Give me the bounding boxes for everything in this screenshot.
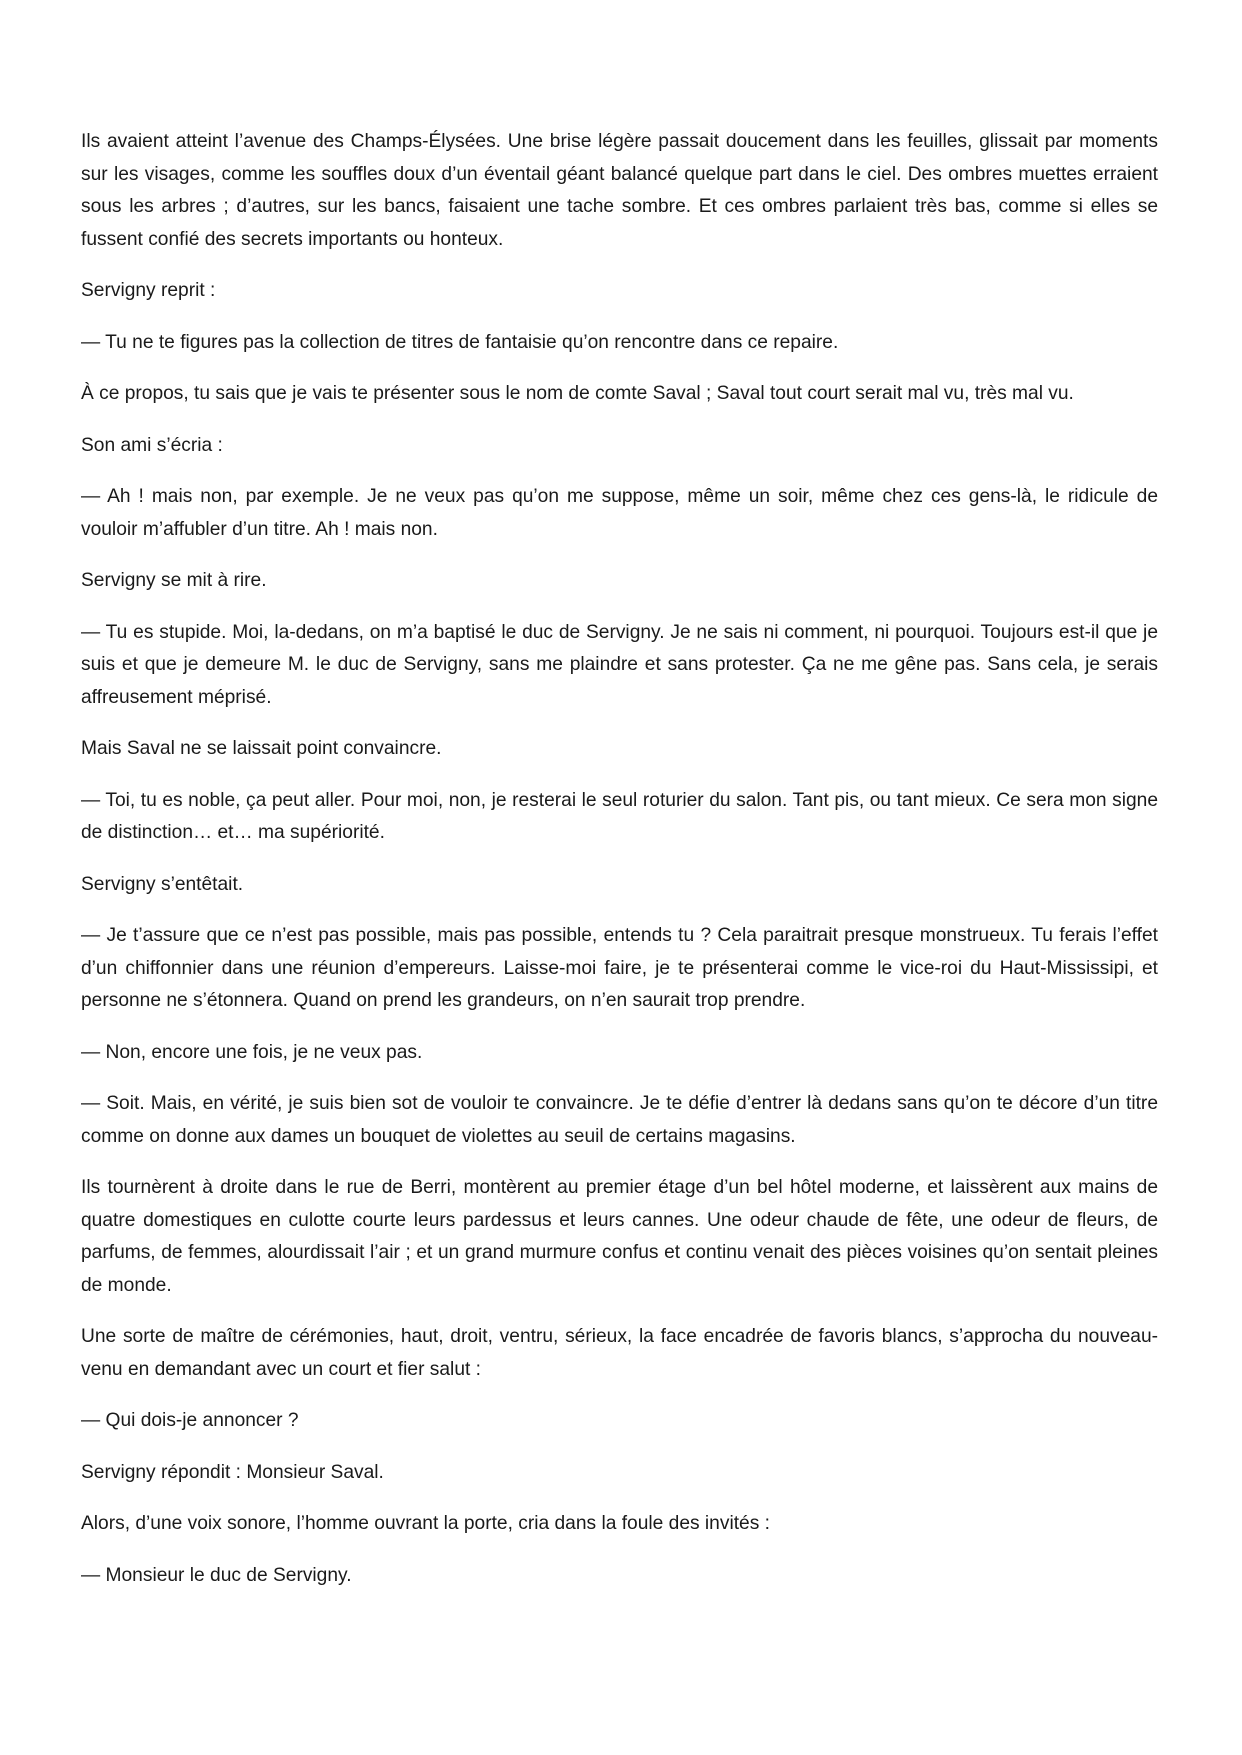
paragraph: — Je t’assure que ce n’est pas possible, mais pas possible, entends tu ? Cela paraitrait presque monstrueux. Tu ferais l’effet d’un chiffonnier dans une réunion d’empereurs. Laisse-moi faire, je te présenterai comme le vice-roi du Haut-Mississipi, et personne ne s’étonnera. Quand on prend les grandeurs, on n’en saurait trop prendre. (81, 925, 1158, 1011)
paragraph: — Tu ne te figures pas la collection de titres de fantaisie qu’on rencontre dans ce repaire. (81, 331, 839, 353)
paragraph: Ils avaient atteint l’avenue des Champs-Élysées. Une brise légère passait doucement dans les feuilles, glissait par moments sur les visages, comme les souffles doux d’un éventail géant balancé quelque part dans le ciel. Des ombres muettes erraient sous les arbres ; d’autres, sur les bancs, faisaient une tache sombre. Et ces ombres parlaient très bas, comme si elles se fussent confié des secrets importants ou honteux. (81, 131, 1158, 250)
paragraph: — Qui dois-je annoncer ? (81, 1410, 299, 1431)
paragraph: Servigny s’entêtait. (81, 873, 244, 895)
paragraph: Servigny se mit à rire. (81, 570, 267, 591)
paragraph: Ils tournèrent à droite dans le rue de Berri, montèrent au premier étage d’un bel hôtel moderne, et laissèrent aux mains de quatre domestiques en culotte courte leurs pardessus et leurs cannes. Une odeur chaude de fête, une odeur de fleurs, de parfums, de femmes, alourdissait l’air ; et un grand murmure confus et continu venait des pièces voisines qu’on sentait pleines de monde. (81, 1177, 1158, 1296)
paragraph: — Monsieur le duc de Servigny. (81, 1564, 352, 1586)
document-body (81, 126, 1158, 1611)
paragraph: Une sorte de maître de cérémonies, haut, droit, ventru, sérieux, la face encadrée de favoris blancs, s’approcha du nouveau-venu en demandant avec un court et fier salut : (81, 1326, 1158, 1380)
paragraph: — Soit. Mais, en vérité, je suis bien sot de vouloir te convaincre. Je te défie d’entrer là dedans sans qu’on te décore d’un titre comme on donne aux dames un bouquet de violettes au seuil de certains magasins. (81, 1093, 1158, 1147)
paragraph: Servigny reprit : (81, 280, 216, 301)
paragraph: — Non, encore une fois, je ne veux pas. (81, 1041, 423, 1063)
paragraph: — Toi, tu es noble, ça peut aller. Pour moi, non, je resterai le seul roturier du salon. Tant pis, ou tant mieux. Ce sera mon signe de distinction… et… ma supériorité. (81, 789, 1158, 843)
paragraph: Mais Saval ne se laissait point convaincre. (81, 738, 442, 759)
paragraph: — Ah ! mais non, par exemple. Je ne veux pas qu’on me suppose, même un soir, même chez ces gens-là, le ridicule de vouloir m’affubler d’un titre. Ah ! mais non. (81, 486, 1158, 540)
paragraph: — Tu es stupide. Moi, la-dedans, on m’a baptisé le duc de Servigny. Je ne sais ni comment, ni pourquoi. Toujours est-il que je suis et que je demeure M. le duc de Servigny, sans me plaindre et sans protester. Ça ne me gêne pas. Sans cela, je serais affreusement méprisé. (81, 621, 1158, 708)
paragraph: Son ami s’écria : (81, 434, 223, 456)
paragraph: Servigny répondit : Monsieur Saval. (81, 1461, 384, 1483)
paragraph: À ce propos, tu sais que je vais te présenter sous le nom de comte Saval ; Saval tout court serait mal vu, très mal vu. (81, 383, 1074, 404)
paragraph: Alors, d’une voix sonore, l’homme ouvrant la porte, cria dans la foule des invités : (81, 1513, 770, 1534)
